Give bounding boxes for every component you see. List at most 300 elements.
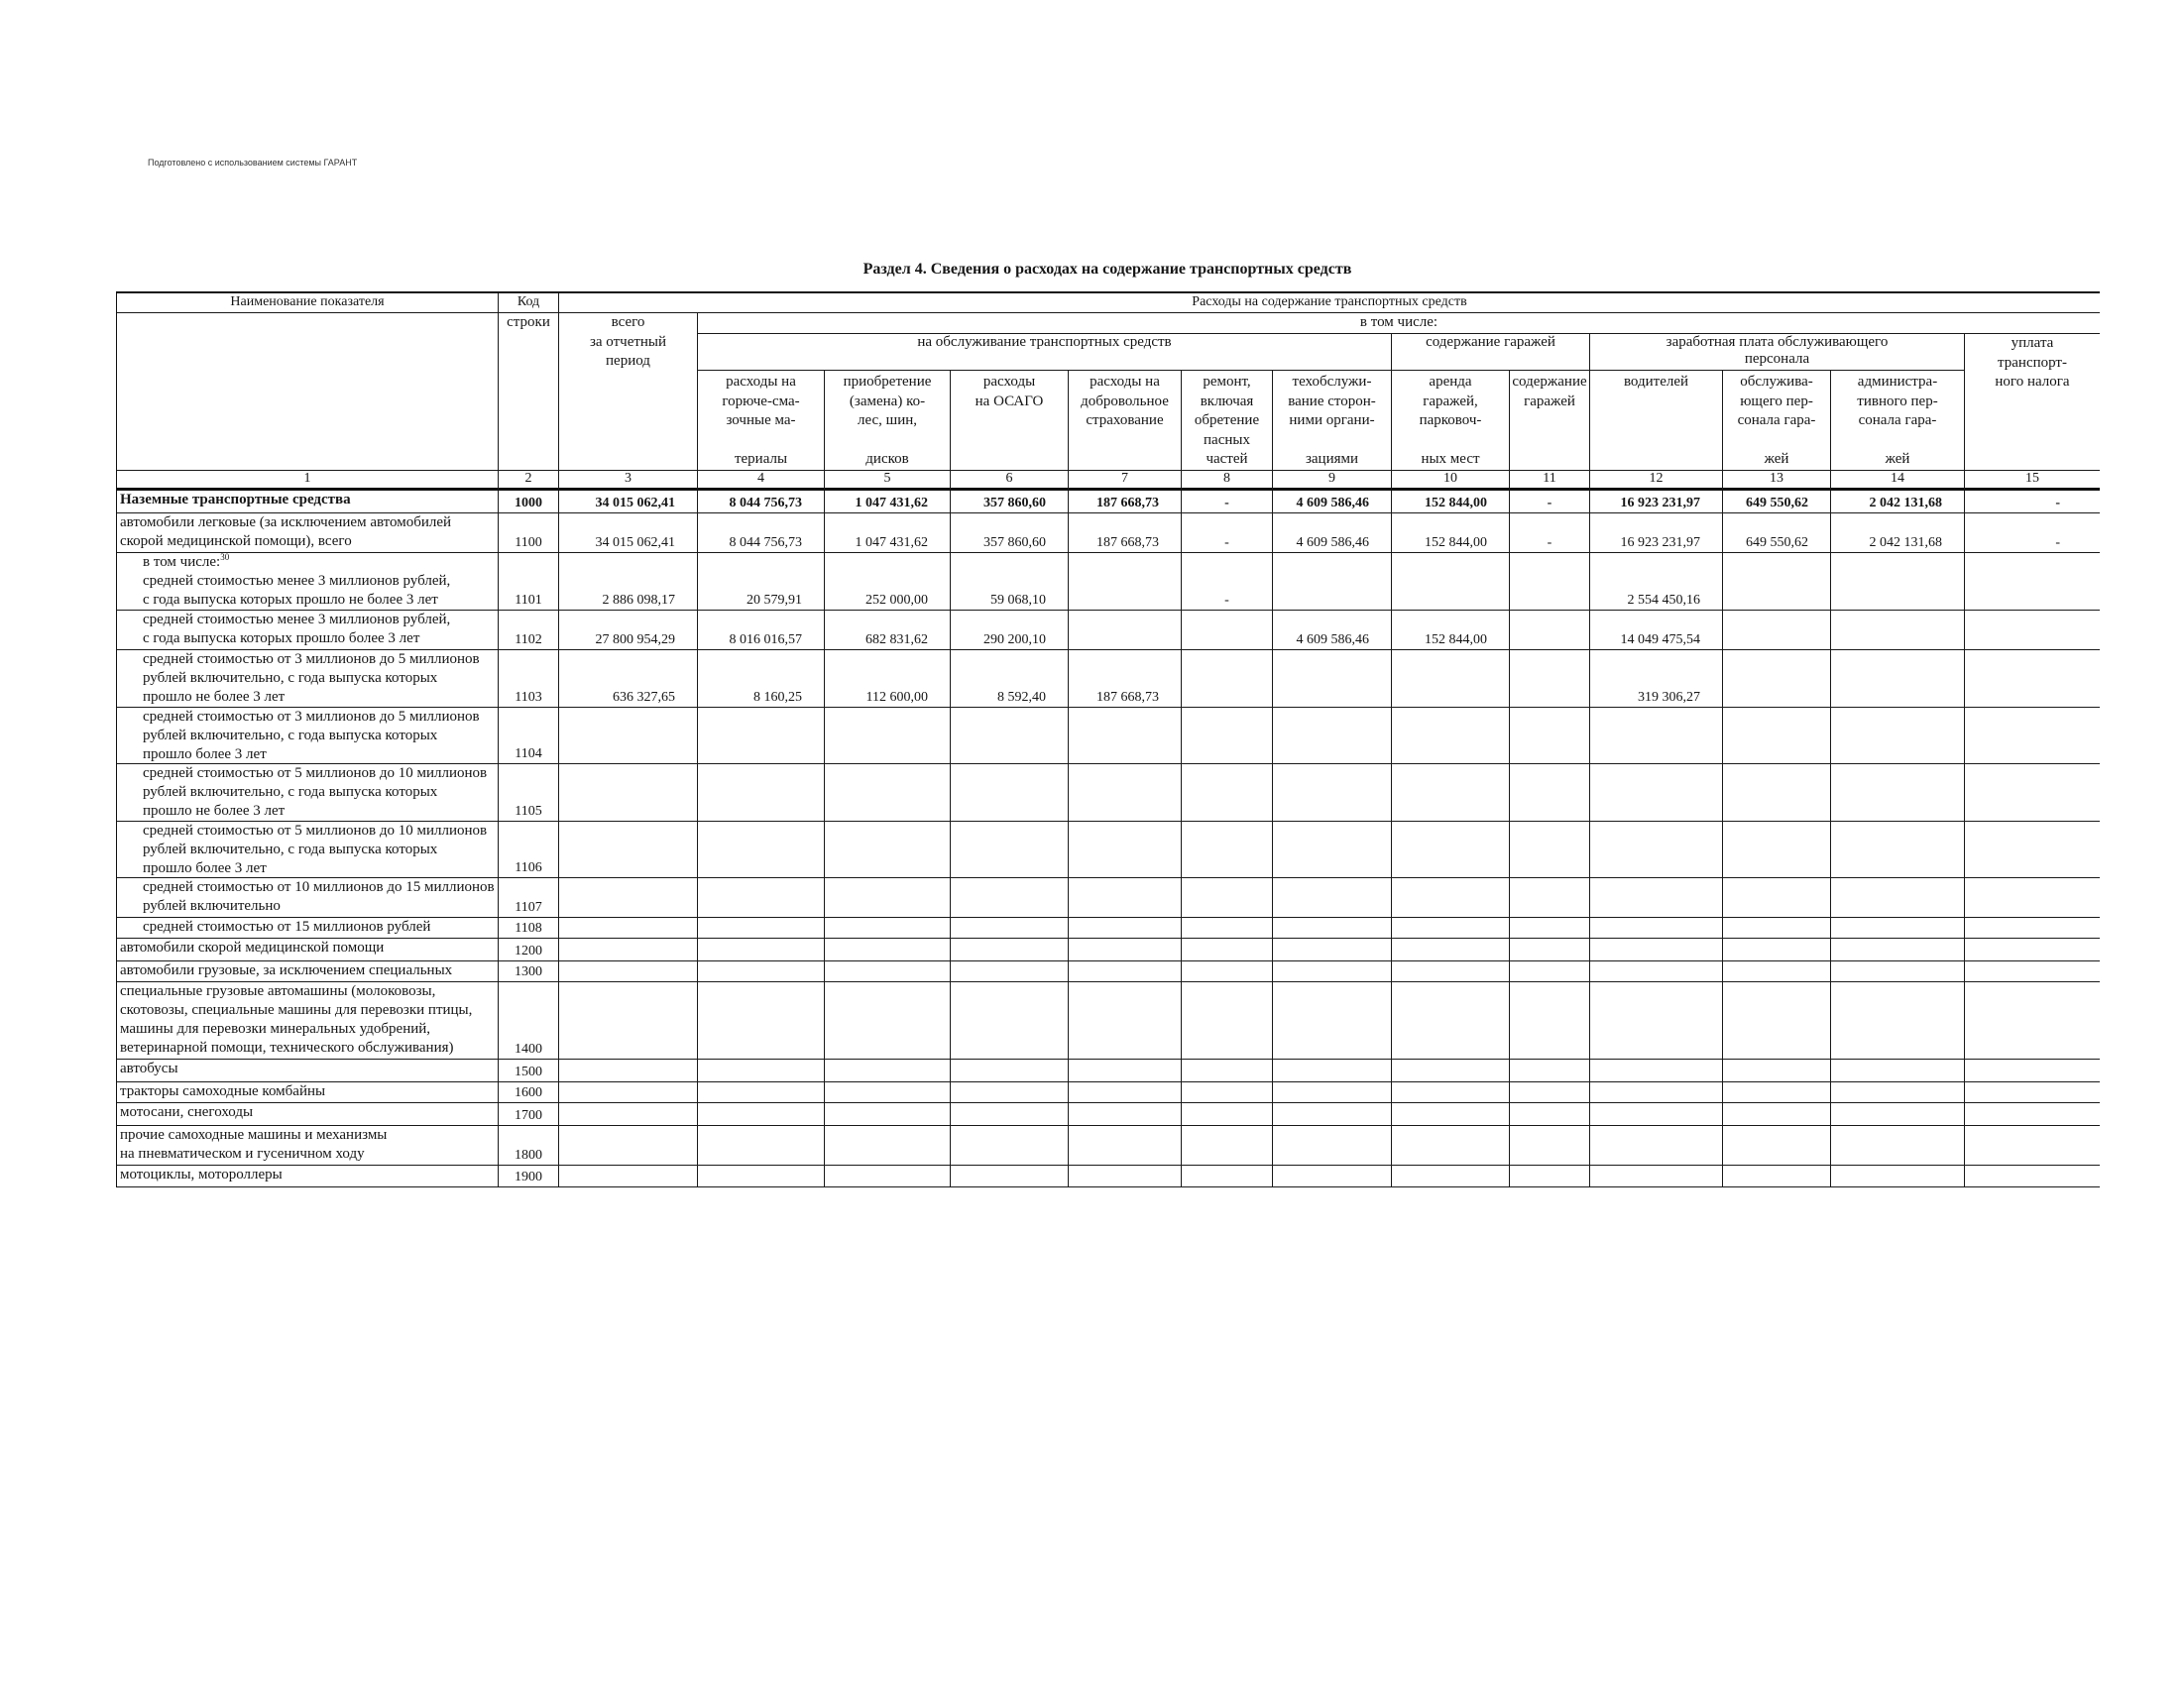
row-label-text: средней стоимостью менее 3 миллионов рублей, с года выпуска которых прошло не более 3 лет <box>143 573 451 608</box>
row-code <box>499 822 559 878</box>
expense-value-cell <box>1723 491 1831 513</box>
expense-value-cell <box>1392 650 1510 708</box>
expense-value-cell <box>698 939 825 961</box>
expense-value-cell <box>1392 491 1510 513</box>
expense-value-cell <box>1831 822 1965 878</box>
expense-value-cell <box>825 1126 951 1166</box>
expense-value-cell <box>1069 1126 1182 1166</box>
expense-value-text: 187 668,73 <box>1096 535 1159 550</box>
expense-value-cell <box>1510 918 1590 939</box>
header-group-salary: заработная плата обслуживающего персонала <box>1590 334 1965 371</box>
row-label-text: Наземные транспортные средства <box>120 492 351 507</box>
expense-value-cell <box>1723 513 1831 553</box>
header-group-transport-tax: уплата транспорт- ного налога <box>1965 334 2100 471</box>
expense-value-cell <box>825 878 951 918</box>
expense-value-cell <box>1723 553 1831 611</box>
expense-value-cell <box>1182 1103 1273 1126</box>
expense-value-cell <box>1069 513 1182 553</box>
expense-value-cell <box>1510 1082 1590 1103</box>
expense-value-cell <box>825 961 951 982</box>
header-col-repair: ремонт, включая обретение пасных частей <box>1182 371 1273 471</box>
expense-value-cell <box>1273 982 1392 1060</box>
column-number: 9 <box>1273 471 1392 491</box>
expense-value-text: 2 886 098,17 <box>602 593 675 608</box>
expense-value-cell <box>1182 878 1273 918</box>
expense-value-cell <box>1831 513 1965 553</box>
expense-value-cell <box>698 1126 825 1166</box>
expense-value-cell <box>559 611 698 650</box>
expense-value-cell <box>1069 764 1182 822</box>
expense-value-cell <box>1590 611 1723 650</box>
expense-value-text: 8 016 016,57 <box>729 632 802 647</box>
expense-value-text: 27 800 954,29 <box>595 632 675 647</box>
column-number: 15 <box>1965 471 2100 491</box>
expense-value-cell <box>1831 1060 1965 1082</box>
expense-value-cell <box>1965 822 2100 878</box>
expense-value-cell <box>1182 1166 1273 1187</box>
expense-value-cell <box>1392 553 1510 611</box>
expense-value-cell <box>1392 611 1510 650</box>
header-col-voluntary-insurance: расходы на добровольное страхование <box>1069 371 1182 471</box>
expense-value-text: - <box>1547 535 1552 550</box>
expense-value-cell <box>1182 939 1273 961</box>
expense-value-cell <box>1069 939 1182 961</box>
expense-value-text: 187 668,73 <box>1096 690 1159 705</box>
expense-value-cell <box>559 918 698 939</box>
expense-value-cell <box>1965 611 2100 650</box>
row-code <box>499 1166 559 1187</box>
expense-value-cell <box>1069 1103 1182 1126</box>
expense-value-text: 34 015 062,41 <box>595 496 675 510</box>
expense-value-text: 152 844,00 <box>1425 535 1487 550</box>
expense-value-cell <box>698 961 825 982</box>
expense-value-cell <box>1723 878 1831 918</box>
expense-value-cell <box>1182 982 1273 1060</box>
row-code <box>499 918 559 939</box>
row-code <box>499 513 559 553</box>
header-col-admin-staff: администра- тивного пер- сонала гара- жей <box>1831 371 1965 471</box>
row-code-text: 1100 <box>515 535 542 550</box>
expense-value-cell <box>1273 708 1392 764</box>
expense-value-cell <box>1273 553 1392 611</box>
expense-value-cell <box>1590 878 1723 918</box>
expense-value-cell <box>1965 1166 2100 1187</box>
expense-value-cell <box>951 1126 1069 1166</box>
expense-value-cell <box>951 611 1069 650</box>
expense-value-cell <box>1965 1082 2100 1103</box>
expense-value-cell <box>698 1166 825 1187</box>
row-label <box>117 611 499 650</box>
expense-value-cell <box>1273 939 1392 961</box>
row-label <box>117 708 499 764</box>
expense-value-cell <box>1273 961 1392 982</box>
row-code-text: 1500 <box>515 1065 542 1079</box>
expense-value-cell <box>559 878 698 918</box>
row-label <box>117 961 499 982</box>
expense-value-cell <box>1831 878 1965 918</box>
expense-value-cell <box>1590 764 1723 822</box>
expense-value-cell <box>825 939 951 961</box>
column-number: 7 <box>1069 471 1182 491</box>
expense-value-cell <box>1273 1060 1392 1082</box>
row-label <box>117 1166 499 1187</box>
expense-value-cell <box>1590 982 1723 1060</box>
expense-value-text: 8 044 756,73 <box>729 535 802 550</box>
expense-value-cell <box>698 1060 825 1082</box>
expense-value-cell <box>951 982 1069 1060</box>
row-code <box>499 939 559 961</box>
expense-value-cell <box>1965 1103 2100 1126</box>
row-code <box>499 650 559 708</box>
expense-value-cell <box>1965 1060 2100 1082</box>
expense-value-cell <box>1510 982 1590 1060</box>
row-label-text: тракторы самоходные комбайны <box>120 1083 326 1099</box>
header-indicator: Наименование показателя <box>117 293 499 313</box>
expense-value-cell <box>1831 491 1965 513</box>
header-group-vehicle-service: на обслуживание транспортных средств <box>698 334 1392 371</box>
expense-value-text: 34 015 062,41 <box>595 535 675 550</box>
expense-value-cell <box>825 611 951 650</box>
expense-value-cell <box>1510 822 1590 878</box>
expense-value-cell <box>1273 650 1392 708</box>
row-code <box>499 1082 559 1103</box>
expense-value-cell <box>951 939 1069 961</box>
row-code-text: 1400 <box>515 1042 542 1057</box>
expense-value-cell <box>1392 878 1510 918</box>
expense-value-cell <box>698 1103 825 1126</box>
expense-value-cell <box>1965 918 2100 939</box>
expense-value-cell <box>1723 1060 1831 1082</box>
expense-value-cell <box>1723 1126 1831 1166</box>
column-number: 10 <box>1392 471 1510 491</box>
row-code <box>499 1103 559 1126</box>
section-title: Раздел 4. Сведения о расходах на содержание транспортных средств <box>862 261 1352 278</box>
row-label <box>117 1103 499 1126</box>
expense-value-cell <box>1069 918 1182 939</box>
expense-value-cell <box>1392 939 1510 961</box>
expense-value-cell <box>559 1126 698 1166</box>
expense-value-cell <box>1392 708 1510 764</box>
expense-value-cell <box>1723 939 1831 961</box>
expense-value-text: 112 600,00 <box>865 690 928 705</box>
expense-value-text: 2 042 131,68 <box>1869 496 1942 510</box>
expense-value-cell <box>951 878 1069 918</box>
expense-value-cell <box>698 1082 825 1103</box>
expense-value-cell <box>1723 1082 1831 1103</box>
expense-value-cell <box>1510 650 1590 708</box>
expense-value-cell <box>698 878 825 918</box>
expense-value-cell <box>825 1082 951 1103</box>
header-col-osago: расходы на ОСАГО <box>951 371 1069 471</box>
expense-value-cell <box>825 650 951 708</box>
expense-value-cell <box>698 764 825 822</box>
expense-value-text: 1 047 431,62 <box>855 496 928 510</box>
expense-value-text: 649 550,62 <box>1746 535 1808 550</box>
expense-value-cell <box>1182 764 1273 822</box>
column-number: 3 <box>559 471 698 491</box>
expense-value-cell <box>698 918 825 939</box>
header-total-period: всего за отчетный период <box>559 313 698 471</box>
expense-value-text: 152 844,00 <box>1425 632 1487 647</box>
column-number: 2 <box>499 471 559 491</box>
expense-value-cell <box>1831 1103 1965 1126</box>
row-label <box>117 918 499 939</box>
expense-value-text: 4 609 586,46 <box>1296 535 1369 550</box>
row-label-text: прочие самоходные машины и механизмы на пневматическом и гусеничном ходу <box>120 1127 388 1162</box>
expense-value-cell <box>1831 764 1965 822</box>
expense-value-cell <box>951 650 1069 708</box>
expense-value-cell <box>1831 1126 1965 1166</box>
row-label-text: автобусы <box>120 1061 178 1076</box>
expense-value-cell <box>825 982 951 1060</box>
expense-value-cell <box>1069 650 1182 708</box>
expense-value-cell <box>1831 939 1965 961</box>
expense-value-cell <box>1590 1082 1723 1103</box>
expense-value-cell <box>1182 1126 1273 1166</box>
column-number: 8 <box>1182 471 1273 491</box>
expense-value-cell <box>825 553 951 611</box>
expense-value-cell <box>559 491 698 513</box>
row-label-text: средней стоимостью от 10 миллионов до 15 миллионов рублей включительно <box>143 879 495 914</box>
footnote-marker: 30 <box>220 553 230 562</box>
expense-value-cell <box>1510 878 1590 918</box>
row-code-text: 1600 <box>515 1085 542 1100</box>
expense-value-cell <box>1723 611 1831 650</box>
header-col-garage-upkeep: содержание гаражей <box>1510 371 1590 471</box>
expense-value-text: - <box>1224 496 1229 510</box>
expense-value-cell <box>1723 822 1831 878</box>
row-label-text: автомобили легковые (за исключением автомобилей скорой медицинской помощи), всего <box>120 514 452 549</box>
header-including: в том числе: <box>698 313 2100 334</box>
row-code <box>499 878 559 918</box>
header-col-fuel: расходы на горюче-сма- зочные ма- териалы <box>698 371 825 471</box>
row-code-text: 1101 <box>515 593 542 608</box>
expense-value-cell <box>1510 553 1590 611</box>
expense-value-cell <box>1510 961 1590 982</box>
column-number: 11 <box>1510 471 1590 491</box>
row-label <box>117 1126 499 1166</box>
expense-value-text: 1 047 431,62 <box>855 535 928 550</box>
expense-value-cell <box>1590 708 1723 764</box>
row-intro <box>143 553 498 572</box>
expense-value-cell <box>951 1060 1069 1082</box>
expense-value-cell <box>1392 918 1510 939</box>
expense-value-cell <box>1069 822 1182 878</box>
expense-value-cell <box>1965 982 2100 1060</box>
expense-value-cell <box>1831 1166 1965 1187</box>
expense-value-cell <box>1392 961 1510 982</box>
expense-value-cell <box>698 491 825 513</box>
expense-value-cell <box>1182 1060 1273 1082</box>
expense-value-cell <box>1069 708 1182 764</box>
expense-value-cell <box>1069 1166 1182 1187</box>
expense-value-cell <box>1510 1126 1590 1166</box>
row-code <box>499 961 559 982</box>
header-col-drivers: водителей <box>1590 371 1723 471</box>
expense-value-cell <box>1723 982 1831 1060</box>
expense-value-cell <box>1723 918 1831 939</box>
expense-value-text: 252 000,00 <box>865 593 928 608</box>
expense-value-cell <box>825 1166 951 1187</box>
expense-value-cell <box>1273 918 1392 939</box>
expense-value-cell <box>951 553 1069 611</box>
expense-value-cell <box>1723 650 1831 708</box>
expense-value-cell <box>559 982 698 1060</box>
row-code-text: 1000 <box>515 496 542 510</box>
expense-value-cell <box>698 650 825 708</box>
expense-value-cell <box>1965 1126 2100 1166</box>
expense-value-cell <box>1273 822 1392 878</box>
expense-value-text: 2 554 450,16 <box>1627 593 1700 608</box>
expense-value-cell <box>1590 1126 1723 1166</box>
column-number: 14 <box>1831 471 1965 491</box>
expense-value-cell <box>1510 708 1590 764</box>
expense-value-cell <box>1182 491 1273 513</box>
expense-value-text: 682 831,62 <box>865 632 928 647</box>
row-label-text: мотосани, снегоходы <box>120 1104 254 1120</box>
expense-value-cell <box>1273 1166 1392 1187</box>
expense-value-cell <box>1965 939 2100 961</box>
expense-value-cell <box>1965 650 2100 708</box>
expense-value-cell <box>1510 939 1590 961</box>
header-code: Код <box>499 293 559 313</box>
expense-value-text: 649 550,62 <box>1746 496 1808 510</box>
expense-value-cell <box>1590 1166 1723 1187</box>
expense-value-cell <box>1723 961 1831 982</box>
row-code <box>499 491 559 513</box>
expense-value-text: 290 200,10 <box>983 632 1046 647</box>
expense-value-cell <box>1392 1126 1510 1166</box>
expense-value-text: 2 042 131,68 <box>1869 535 1942 550</box>
expense-value-cell <box>951 961 1069 982</box>
expense-value-cell <box>825 764 951 822</box>
expense-value-cell <box>951 764 1069 822</box>
expense-value-text: 8 160,25 <box>753 690 802 705</box>
expense-value-cell <box>1965 491 2100 513</box>
expense-value-text: 4 609 586,46 <box>1296 496 1369 510</box>
header-indicator-blank <box>117 313 499 471</box>
header-col-garage-rent: аренда гаражей, парковоч- ных мест <box>1392 371 1510 471</box>
expense-value-cell <box>951 708 1069 764</box>
row-code-text: 1200 <box>515 944 542 958</box>
expense-value-cell <box>559 650 698 708</box>
row-code-text: 1102 <box>515 632 542 647</box>
expense-value-cell <box>1069 491 1182 513</box>
expense-value-cell <box>1392 1082 1510 1103</box>
expense-value-text: 4 609 586,46 <box>1296 632 1369 647</box>
expense-value-cell <box>1590 939 1723 961</box>
row-code <box>499 553 559 611</box>
column-number: 12 <box>1590 471 1723 491</box>
row-code-text: 1700 <box>515 1108 542 1123</box>
row-code-text: 1108 <box>515 921 542 936</box>
expense-value-cell <box>1831 650 1965 708</box>
expense-value-cell <box>1069 982 1182 1060</box>
expense-value-text: 59 068,10 <box>990 593 1046 608</box>
expense-value-cell <box>559 1103 698 1126</box>
row-code-text: 1106 <box>515 860 542 875</box>
expense-value-text: 8 592,40 <box>997 690 1046 705</box>
expense-value-cell <box>1831 611 1965 650</box>
expense-value-cell <box>1182 611 1273 650</box>
row-code-text: 1800 <box>515 1148 542 1163</box>
expense-value-text: - <box>1547 496 1552 510</box>
expense-value-cell <box>1182 1082 1273 1103</box>
expense-value-cell <box>1069 878 1182 918</box>
expense-value-cell <box>1069 1060 1182 1082</box>
row-intro-text: в том числе: <box>143 554 221 570</box>
header-code-row: строки <box>499 313 559 471</box>
expense-value-text: 357 860,60 <box>983 496 1046 510</box>
expense-value-cell <box>951 1166 1069 1187</box>
expense-value-cell <box>825 1060 951 1082</box>
expense-value-cell <box>1182 513 1273 553</box>
expense-value-cell <box>1182 553 1273 611</box>
column-number: 6 <box>951 471 1069 491</box>
row-label <box>117 650 499 708</box>
expense-value-cell <box>825 1103 951 1126</box>
row-code-text: 1107 <box>515 900 542 915</box>
row-label-text: автомобили грузовые, за исключением специальных <box>120 962 453 978</box>
row-code <box>499 1126 559 1166</box>
row-label <box>117 822 499 878</box>
header-col-service-staff: обслужива- ющего пер- сонала гара- жей <box>1723 371 1831 471</box>
expense-value-cell <box>1392 982 1510 1060</box>
row-code <box>499 982 559 1060</box>
expense-value-cell <box>559 939 698 961</box>
expense-value-cell <box>951 918 1069 939</box>
expense-value-cell <box>1965 513 2100 553</box>
header-group-garages: содержание гаражей <box>1392 334 1590 371</box>
row-label <box>117 878 499 918</box>
expense-value-cell <box>1273 1082 1392 1103</box>
expense-value-cell <box>1392 764 1510 822</box>
expense-value-cell <box>698 822 825 878</box>
row-code <box>499 764 559 822</box>
expense-value-text: - <box>1224 593 1229 608</box>
expense-value-cell <box>1273 513 1392 553</box>
expense-value-cell <box>698 982 825 1060</box>
header-expenses-title: Расходы на содержание транспортных средств <box>559 293 2100 313</box>
expense-value-cell <box>1510 491 1590 513</box>
expense-value-cell <box>1273 491 1392 513</box>
header-col-maintenance: техобслужи- вание сторон- ними органи- зациями <box>1273 371 1392 471</box>
expense-value-cell <box>1392 513 1510 553</box>
expense-value-cell <box>559 764 698 822</box>
expense-value-cell <box>1831 961 1965 982</box>
expense-value-text: 20 579,91 <box>747 593 802 608</box>
expense-value-cell <box>951 1103 1069 1126</box>
row-code <box>499 611 559 650</box>
column-number: 5 <box>825 471 951 491</box>
expense-value-text: 16 923 231,97 <box>1620 535 1700 550</box>
header-col-wheels: приобретение (замена) ко- лес, шин, дисков <box>825 371 951 471</box>
expense-value-cell <box>1590 553 1723 611</box>
row-code-text: 1300 <box>515 964 542 979</box>
expense-value-cell <box>825 822 951 878</box>
expense-value-cell <box>698 611 825 650</box>
expense-value-text: 636 327,65 <box>613 690 675 705</box>
transport-expenses-table <box>116 291 2100 1187</box>
row-code-text: 1105 <box>515 804 542 819</box>
row-label <box>117 553 499 611</box>
row-label-text: автомобили скорой медицинской помощи <box>120 940 385 956</box>
expense-value-text: - <box>2055 535 2060 550</box>
row-label <box>117 513 499 553</box>
expense-value-cell <box>1273 878 1392 918</box>
expense-value-cell <box>1182 961 1273 982</box>
expense-value-text: 187 668,73 <box>1096 496 1159 510</box>
